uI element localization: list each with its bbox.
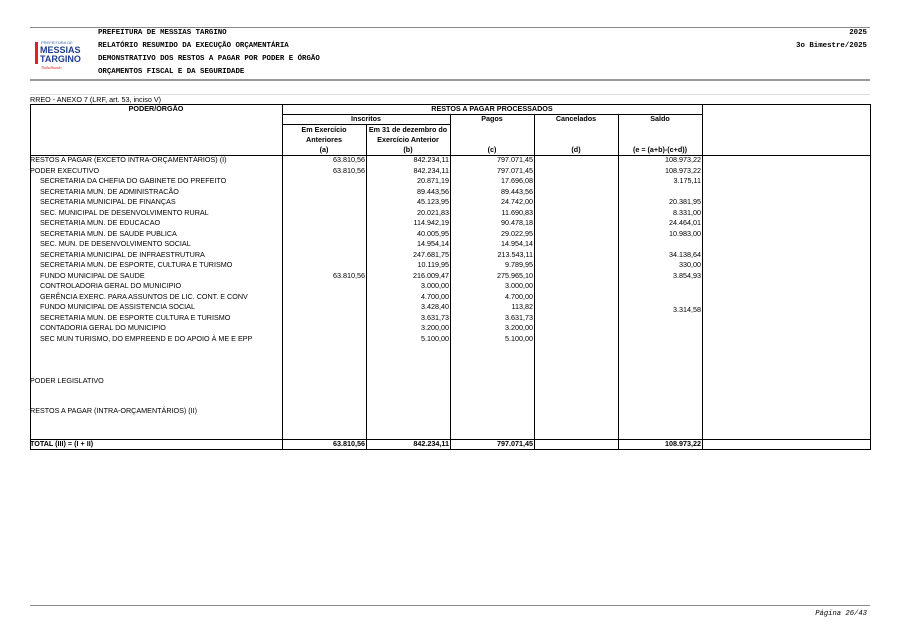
table-row-value-c: 4.700,00 — [505, 291, 533, 301]
header-a-line2: Anteriores — [306, 135, 342, 144]
table-row-value-c: 797.071,45 — [497, 165, 533, 175]
report-year: 2025 — [849, 29, 867, 37]
header-c: (c) — [487, 145, 497, 154]
header-b-line2: Exercício Anterior — [377, 135, 439, 144]
table-row-value-e: 3.314,58 — [673, 305, 701, 314]
report-title: RELATÓRIO RESUMIDO DA EXECUÇÃO ORÇAMENTÁRIA — [98, 42, 289, 50]
table-row-value-c: 90.478,18 — [501, 218, 533, 227]
table-row-value-c: 3.631,73 — [505, 312, 533, 322]
svg-text:MESSIAS: MESSIAS — [40, 45, 81, 55]
table-row-label: FUNDO MUNICIPAL DE SAUDE — [40, 270, 145, 280]
table-row-value-c: 797.071,45 — [497, 155, 533, 164]
header-restos-processados: RESTOS A PAGAR PROCESSADOS — [431, 104, 553, 113]
table-row-value-c: 17.696,08 — [501, 176, 533, 185]
table-row-value-c: 29.022,95 — [501, 228, 533, 238]
footer-rule — [30, 605, 870, 606]
header-bottom-rule — [30, 79, 870, 81]
table-row-value-b: 40.005,95 — [417, 228, 449, 238]
budgets-title: ORÇAMENTOS FISCAL E DA SEGURIDADE — [98, 68, 245, 76]
table-row-value-e: 34.138,64 — [669, 249, 701, 259]
table-row-value-b: 842.234,11 — [413, 155, 449, 164]
page-number: Página 26/43 — [815, 610, 867, 618]
table-row-value-a: 63.810,56 — [333, 165, 365, 175]
svg-text:Trabalhando: Trabalhando — [41, 65, 62, 70]
table-row-value-a: 63.810,56 — [333, 270, 365, 280]
table-row-label: SEC MUN TURISMO, DO EMPREEND E DO APOIO À ME E EPP — [40, 333, 253, 343]
table-row-label: GERÊNCIA EXERC. PARA ASSUNTOS DE LIC. CONT. E CONV — [40, 291, 248, 301]
header-b-line1: Em 31 de dezembro do — [368, 125, 448, 134]
total-value-e: 108.973,22 — [665, 439, 701, 448]
table-right-border — [870, 104, 871, 450]
header-b-line3: (b) — [403, 145, 413, 154]
table-row-value-b: 216.009,47 — [413, 270, 449, 280]
table-row-label: SEC. MUN. DE DESENVOLVIMENTO SOCIAL — [40, 239, 191, 248]
table-row-value-b: 45.123,95 — [417, 197, 449, 206]
svg-text:TARGINO: TARGINO — [40, 54, 81, 64]
table-row-value-c: 113,82 — [511, 302, 533, 311]
table-row-label: SECRETARIA MUN. DE ADMINISTRACÃO — [40, 186, 179, 196]
table-row-value-e: 24.464,01 — [669, 218, 701, 227]
table-row-label: SECRETARIA MUN. DE ESPORTE CULTURA E TURISMO — [40, 312, 231, 322]
entity-name: PREFEITURA DE MESSIAS TARGINO — [98, 29, 227, 37]
table-row-value-e: 20.381,95 — [669, 197, 701, 206]
table-row-value-b: 5.100,00 — [421, 333, 449, 343]
table-row-value-b: 247.681,75 — [413, 249, 449, 259]
table-row-label: PODER EXECUTIVO — [30, 165, 100, 175]
intra-orcamentarios-label: RESTOS A PAGAR (INTRA-ORÇAMENTÁRIOS) (II) — [30, 406, 198, 415]
table-row-value-e: 3.854,93 — [673, 270, 701, 280]
table-row-label: SECRETARIA MUNICIPAL DE FINANÇAS — [40, 197, 176, 206]
table-row-value-a: 63.810,56 — [333, 155, 365, 164]
table-row-value-b: 10.119,95 — [417, 260, 449, 269]
total-value-c: 797.071,45 — [497, 439, 533, 448]
table-row-label: SECRETARIA MUN. DE ESPORTE, CULTURA E TURISMO — [40, 260, 233, 269]
table-row-value-e: 108.973,22 — [665, 155, 701, 164]
header-cancelados: Cancelados — [555, 114, 597, 123]
table-row-label: CONTROLADORIA GERAL DO MUNICIPIO — [40, 281, 182, 290]
svg-text:PREFEITURA DE: PREFEITURA DE — [41, 40, 73, 45]
table-row-value-b: 4.700,00 — [421, 291, 449, 301]
table-row-value-b: 3.631,73 — [421, 312, 449, 322]
column-divider — [534, 114, 535, 450]
table-row-value-b: 20.021,83 — [417, 207, 449, 217]
header-saldo: Saldo — [650, 114, 670, 123]
total-value-b: 842.234,11 — [413, 439, 449, 448]
header-pagos: Pagos — [481, 114, 503, 123]
poder-legislativo-label: PODER LEGISLATIVO — [30, 376, 104, 385]
table-row-value-b: 20.871,19 — [417, 176, 449, 185]
table-row-value-c: 24.742,00 — [501, 197, 533, 206]
header-top-rule — [30, 27, 870, 28]
header-poder-orgao: PODER/ÓRGÃO — [128, 104, 184, 113]
table-row-label: SECRETARIA DA CHEFIA DO GABINETE DO PREFEITO — [40, 176, 227, 185]
table-row-value-e: 3.175,11 — [673, 176, 701, 185]
total-value-a: 63.810,56 — [333, 439, 365, 448]
table-row-label: SECRETARIA MUN. DE EDUCACAO — [40, 218, 161, 227]
table-row-value-c: 9.789,95 — [505, 260, 533, 269]
table-row-value-e: 330,00 — [679, 260, 701, 269]
statement-title: DEMONSTRATIVO DOS RESTOS A PAGAR POR PODER E ÓRGÃO — [98, 55, 320, 63]
table-row-value-b: 14.954,14 — [417, 239, 449, 248]
header-a-line3: (a) — [319, 145, 329, 154]
header-d: (d) — [571, 145, 581, 154]
table-row-label: SECRETARIA MUN. DE SAUDE PUBLICA — [40, 228, 177, 238]
table-row-label: CONTADORIA GERAL DO MUNICIPIO — [40, 323, 166, 332]
table-row-value-b: 3.200,00 — [421, 323, 449, 332]
table-row-value-e: 8.331,00 — [673, 207, 701, 217]
report-period: 3o Bimestre/2025 — [796, 42, 867, 50]
table-row-value-c: 3.200,00 — [505, 323, 533, 332]
table-row-value-b: 3.000,00 — [421, 281, 449, 290]
table-row-value-c: 213.543,11 — [497, 249, 533, 259]
municipality-logo — [33, 38, 81, 72]
column-divider — [702, 104, 703, 450]
table-row-label: SECRETARIA MUNICIPAL DE INFRAESTRUTURA — [40, 249, 205, 259]
table-row-value-b: 114.942,19 — [413, 218, 449, 227]
table-row-value-e: 108.973,22 — [665, 165, 701, 175]
header-a-line1: Em Exercício — [301, 125, 347, 134]
table-row-value-b: 842.234,11 — [413, 165, 449, 175]
table-row-value-c: 11.690,83 — [501, 207, 533, 217]
table-row-label: SEC. MUNICIPAL DE DESENVOLVIMENTO RURAL — [40, 207, 209, 217]
annex-label: RREO - ANEXO 7 (LRF, art. 53, inciso V) — [30, 95, 162, 104]
header-e: (e = (a+b)-(c+d)) — [632, 145, 688, 154]
total-label: TOTAL (III) = (I + II) — [30, 439, 94, 448]
table-row-label: RESTOS A PAGAR (EXCETO INTRA-ORÇAMENTÁRIOS) (I) — [30, 155, 227, 164]
table-row-value-c: 89.443,56 — [501, 186, 533, 196]
table-row-value-b: 3.428,40 — [421, 302, 449, 311]
table-row-value-e: 10.983,00 — [669, 228, 701, 238]
table-row-value-c: 14.954,14 — [501, 239, 533, 248]
table-row-value-c: 5.100,00 — [505, 333, 533, 343]
table-row-label: FUNDO MUNICIPAL DE ASSISTENCIA SOCIAL — [40, 302, 195, 311]
table-row-value-c: 275.965,10 — [497, 270, 533, 280]
table-row-value-b: 89.443,56 — [417, 186, 449, 196]
table-row-value-c: 3.000,00 — [505, 281, 533, 290]
header-inscritos: Inscritos — [351, 114, 381, 123]
